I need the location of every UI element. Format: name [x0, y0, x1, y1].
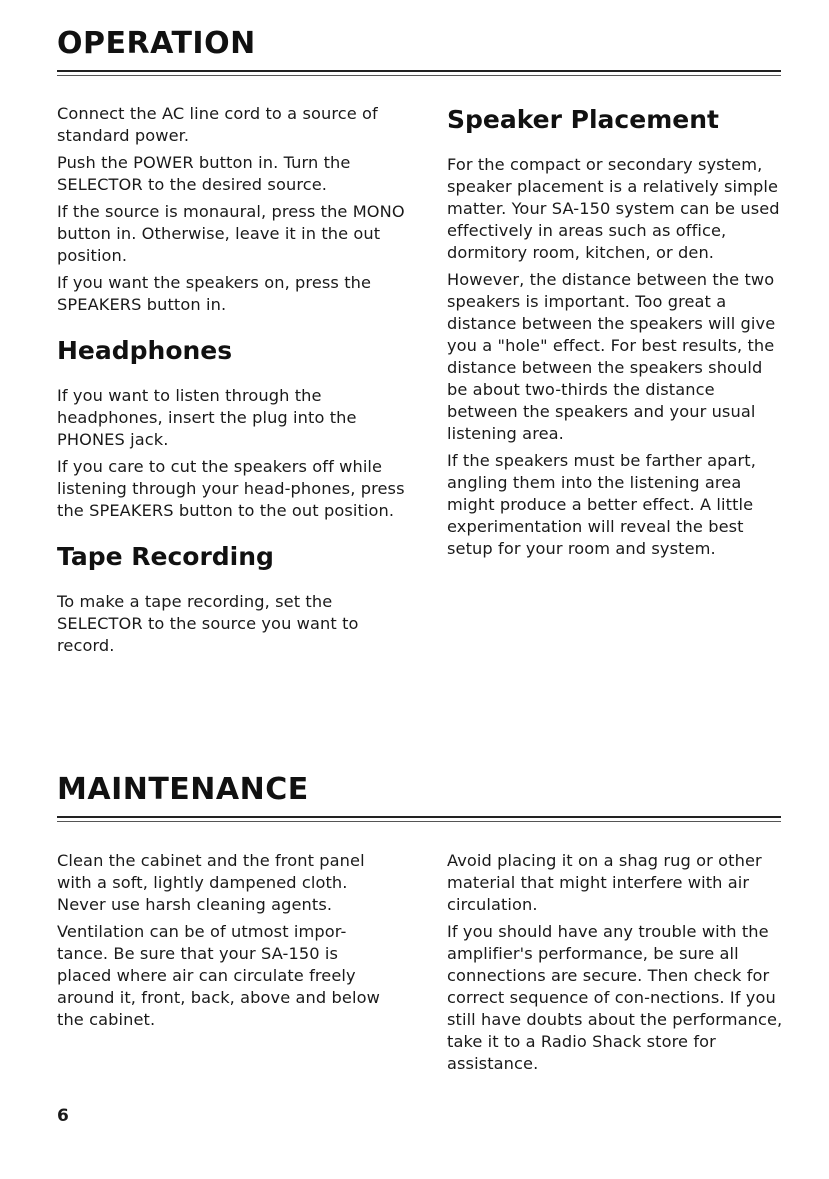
tape-recording-body: [57, 591, 407, 657]
operation-paragraph: Push the POWER button in. Turn the SELECTOR to the desired source.: [57, 153, 351, 194]
speaker-placement-body: [447, 154, 787, 560]
maintenance-paragraph: Ventilation can be of utmost impor-tance. Be sure that your SA-150 is placed where air can circulate freely around it, front, back, above and below the cabinet.: [57, 922, 380, 1029]
tape-recording-paragraph: To make a tape recording, set the SELECTOR to the source you want to record.: [57, 592, 359, 655]
maintenance-right-column: [447, 850, 787, 1080]
operation-left-column: [57, 103, 407, 677]
operation-divider: [57, 70, 781, 76]
headphones-paragraph: If you care to cut the speakers off while listening through your head-phones, press the SPEAKERS button to the out position.: [57, 457, 405, 520]
operation-right-column: [447, 105, 787, 580]
maintenance-paragraph: If you should have any trouble with the amplifier's performance, be sure all connections are secure. Then check for correct sequence of con-nections. If you still have doubts about the performance, take it to a Radio Shack store for assistance.: [447, 922, 783, 1073]
operation-paragraph: Connect the AC line cord to a source of standard power.: [57, 104, 378, 145]
speaker-placement-paragraph: If the speakers must be farther apart, angling them into the listening area might produce a better effect. A little experimentation will reveal the best setup for your room and system.: [447, 451, 756, 558]
page-number: 6: [57, 1106, 69, 1126]
headphones-body: [57, 385, 407, 522]
maintenance-left-column: [57, 850, 397, 1036]
speaker-placement-paragraph: However, the distance between the two speakers is important. Too great a distance between the speakers will give you a "hole" effect. For best results, the distance between the speakers should be about two-thirds the distance between the speakers and your usual listening area.: [447, 270, 776, 443]
tape-recording-heading: Tape Recording: [57, 542, 274, 571]
speaker-placement-paragraph: For the compact or secondary system, speaker placement is a relatively simple matter. Your SA-150 system can be used effectively in areas such as office, dormitory room, kitchen, or den.: [447, 155, 780, 262]
operation-body: [57, 103, 407, 316]
headphones-paragraph: If you want to listen through the headphones, insert the plug into the PHONES jack.: [57, 386, 357, 449]
maintenance-heading: MAINTENANCE: [57, 772, 309, 807]
maintenance-paragraph: Clean the cabinet and the front panel with a soft, lightly dampened cloth. Never use harsh cleaning agents.: [57, 851, 365, 914]
operation-paragraph: If the source is monaural, press the MONO button in. Otherwise, leave it in the out position.: [57, 202, 405, 265]
operation-paragraph: If you want the speakers on, press the SPEAKERS button in.: [57, 273, 372, 314]
maintenance-paragraph: Avoid placing it on a shag rug or other material that might interfere with air circulation.: [447, 851, 762, 914]
maintenance-divider: [57, 816, 781, 822]
operation-heading: OPERATION: [57, 26, 256, 61]
headphones-heading: Headphones: [57, 336, 233, 365]
speaker-placement-heading: Speaker Placement: [447, 105, 719, 134]
